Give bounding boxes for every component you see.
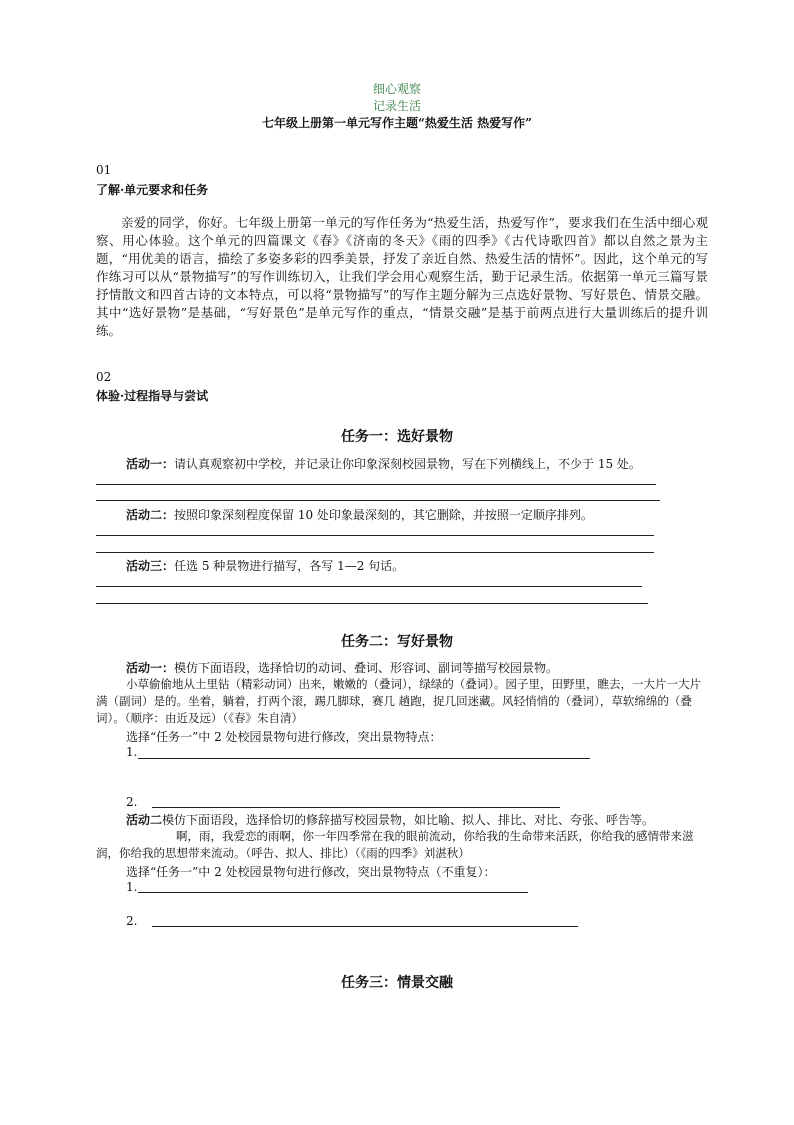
answer-line[interactable]	[152, 807, 560, 808]
answer-line[interactable]	[96, 484, 656, 485]
task-1-activity-2	[126, 506, 593, 523]
activity-label: 活动二：	[126, 508, 175, 522]
task-3-title: 任务三：情景交融	[341, 975, 453, 991]
activity-text: 请认真观察初中学校，并记录让你印象深刻校园景物，写在下列横线上，不少于 15 处。	[174, 457, 641, 471]
header-line-1: 细心观察	[372, 82, 421, 96]
task-1-title: 任务一：选好景物	[341, 429, 453, 445]
answer-line[interactable]	[138, 892, 528, 893]
task-2-activity-1	[126, 659, 558, 676]
activity-text: 模仿下面语段，选择恰切的修辞描写校园景物，如比喻、拟人、排比、对比、夸张、呼告等。	[162, 813, 655, 827]
activity-text: 任选 5 种景物进行描写，各写 1—2 句话。	[174, 559, 405, 573]
document-title: 七年级上册第一单元写作主题“热爱生活 热爱写作”	[262, 116, 532, 130]
section-1-paragraph: 亲爱的同学，你好。七年级上册第一单元的写作任务为“热爱生活，热爱写作”，要求我们在生活中细心观察、用心体验。这个单元的四篇课文《春》《济南的冬天》《雨的四季》《古代诗歌四首》都以自然之景为主题，“用优美的语言，描绘了多姿多彩的四季美景，抒发了亲近自然、热爱生活的情怀”。因此，这个单元的写作练习可以从“景物描写”的写作训练切入，让我们学会用心观察生活，勤于记录生活。依据第一单元三篇写景抒情散文和四首古诗的文本特点，可以将“景物描写”的写作主题分解为三点选好景物、写好景色、情景交融。其中“选好景物”是基础，“写好景色”是单元写作的重点，“情景交融”是基于前两点进行大量训练后的提升训练。	[96, 215, 708, 338]
activity-label: 活动三：	[126, 559, 175, 573]
answer-line[interactable]	[152, 926, 578, 927]
answer-item-number: 2.	[126, 914, 138, 928]
answer-line[interactable]	[96, 552, 654, 553]
activity-text: 模仿下面语段，选择恰切的动词、叠词、形容词、副词等描写校园景物。	[174, 661, 559, 675]
answer-item-number: 1.	[126, 880, 138, 894]
task-2-activity-1-prompt: 选择“任务一”中 2 处校园景物句进行修改，突出景物特点：	[126, 730, 442, 744]
task-2-activity-2	[126, 811, 654, 828]
section-1-heading: 了解·单元要求和任务	[96, 183, 209, 197]
task-2-activity-1-model-text: 小草偷偷地从土里钻（精彩动词）出来，嫩嫩的（叠词），绿绿的（叠词）。园子里，田野里，瞧去，一大片一大片满（副词）是的。坐着，躺着，打两个滚，踢几脚球，赛几 趟跑，捉几回迷藏。风轻悄悄的（叠词），草软绵绵的（叠词）。（顺序：由近及远）（《春》朱自清）	[96, 677, 701, 725]
task-1-activity-1	[126, 455, 641, 472]
answer-line[interactable]	[138, 758, 590, 759]
answer-item-number: 1.	[126, 745, 138, 759]
answer-line[interactable]	[96, 603, 648, 604]
activity-text: 按照印象深刻程度保留 10 处印象最深刻的，其它删除，并按照一定顺序排列。	[174, 508, 593, 522]
activity-label: 活动二	[126, 813, 163, 827]
activity-label: 活动一：	[126, 661, 175, 675]
task-1-activity-3	[126, 557, 404, 574]
section-2-number: 02	[96, 370, 112, 384]
answer-line[interactable]	[96, 586, 642, 587]
answer-item-number: 2.	[126, 795, 138, 809]
section-2-heading: 体验·过程指导与尝试	[96, 389, 209, 403]
answer-line[interactable]	[96, 500, 660, 501]
section-1-number: 01	[96, 163, 112, 177]
activity-label: 活动一：	[126, 457, 175, 471]
task-2-title: 任务二：写好景物	[341, 634, 453, 650]
task-2-activity-2-prompt: 选择“任务一”中 2 处校园景物句进行修改，突出景物特点（不重复）：	[126, 865, 496, 879]
header-line-2: 记录生活	[372, 99, 421, 113]
answer-line[interactable]	[96, 535, 654, 536]
task-2-activity-2-model-text: 啊，雨，我爱恋的雨啊，你一年四季常在我的眼前流动，你给我的生命带来活跃，你给我的感情带来滋润，你给我的思想带来流动。（呼告、拟人、排比）（《雨的四季》刘湛秋）	[96, 829, 694, 860]
